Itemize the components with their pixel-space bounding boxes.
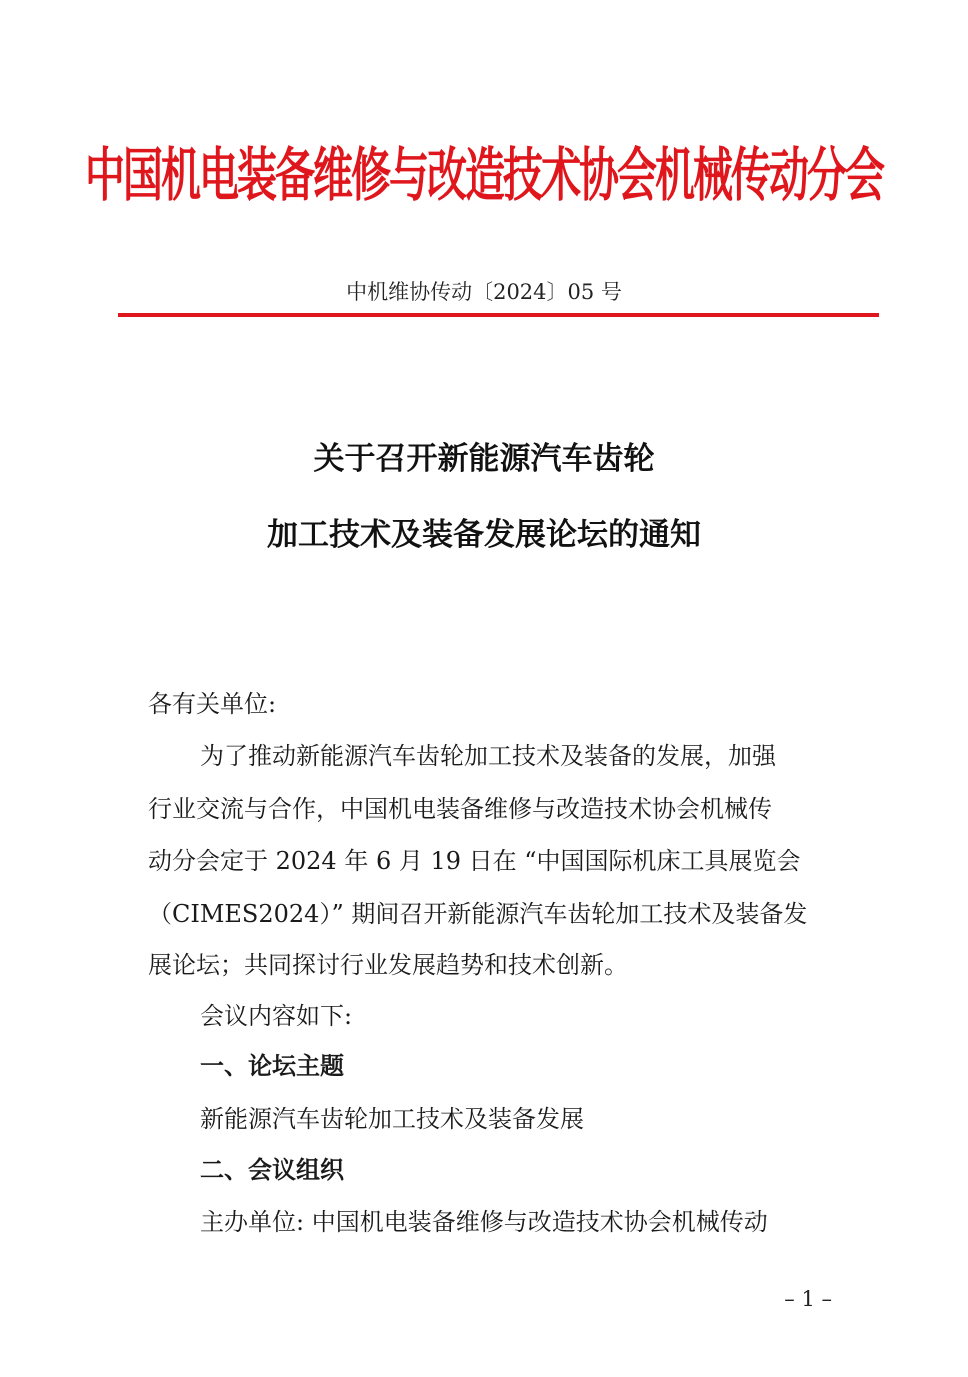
- document-number: 中机维协传动〔2024〕05 号: [346, 280, 622, 304]
- paragraph-line: （CIMES2024）” 期间召开新能源汽车齿轮加工技术及装备发: [148, 900, 808, 928]
- section-heading-theme: 一、论坛主题: [200, 1052, 344, 1080]
- section-heading-organization: 二、会议组织: [200, 1156, 344, 1184]
- paragraph-line: 为了推动新能源汽车齿轮加工技术及装备的发展，加强: [200, 742, 776, 770]
- meeting-intro: 会议内容如下:: [200, 1002, 353, 1030]
- paragraph-line: 动分会定于 2024 年 6 月 19 日在 “中国国际机床工具展览会: [148, 847, 801, 875]
- salutation: 各有关单位:: [148, 690, 277, 718]
- organizer-line: 主办单位: 中国机电装备维修与改造技术协会机械传动: [200, 1208, 768, 1236]
- letterhead-divider: [118, 313, 879, 317]
- document-title-line-2: 加工技术及装备发展论坛的通知: [267, 517, 701, 553]
- document-title-line-1: 关于召开新能源汽车齿轮: [313, 441, 655, 477]
- section-theme-text: 新能源汽车齿轮加工技术及装备发展: [200, 1105, 584, 1133]
- page-number: – 1 –: [784, 1287, 832, 1311]
- organization-letterhead: 中国机电装备维修与改造技术协会机械传动分会: [85, 142, 883, 210]
- paragraph-line: 展论坛；共同探讨行业发展趋势和技术创新。: [148, 951, 628, 979]
- paragraph-line: 行业交流与合作，中国机电装备维修与改造技术协会机械传: [148, 795, 772, 823]
